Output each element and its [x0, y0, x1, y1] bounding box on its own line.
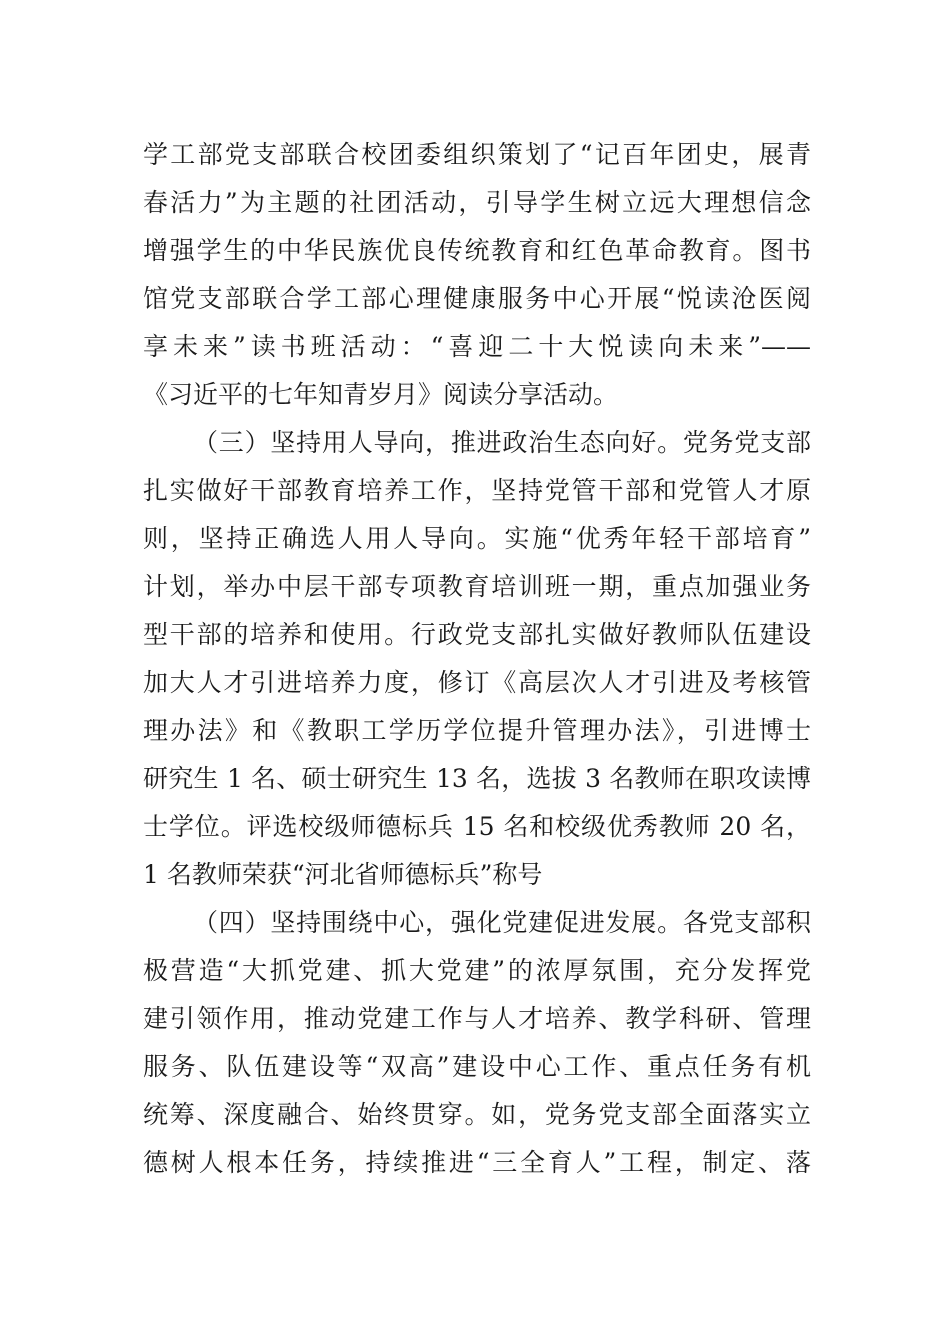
section-heading-line: （三）坚持用人导向，推进政治生态向好。党务党支部 — [193, 428, 811, 457]
text-line: 研究生 1 名、硕士研究生 13 名，选拔 3 名教师在职攻读博 — [143, 764, 811, 793]
text-line: 型干部的培养和使用。行政党支部扎实做好教师队伍建设 — [143, 620, 811, 649]
paragraph-1 — [143, 131, 811, 419]
text-line: 扎实做好干部教育培养工作，坚持党管干部和党管人才原 — [143, 476, 811, 505]
body-text — [143, 131, 811, 1187]
paragraph-3 — [143, 899, 811, 1187]
text-line: 春活力”为主题的社团活动，引导学生树立远大理想信念 — [143, 188, 811, 217]
text-line: 则，坚持正确选人用人导向。实施“优秀年轻干部培育” — [143, 524, 811, 553]
text-line: 1 名教师荣获“河北省师德标兵”称号 — [143, 860, 543, 889]
text-line: 《习近平的七年知青岁月》阅读分享活动。 — [143, 380, 619, 409]
text-line: 建引领作用，推动党建工作与人才培养、教学科研、管理 — [143, 1004, 811, 1033]
text-line: 极营造“大抓党建、抓大党建”的浓厚氛围，充分发挥党 — [143, 956, 811, 985]
text-line: 增强学生的中华民族优良传统教育和红色革命教育。图书 — [143, 236, 811, 265]
text-line: 加大人才引进培养力度，修订《高层次人才引进及考核管 — [143, 668, 811, 697]
text-line: 享未来”读书班活动：“喜迎二十大悦读向未来”—— — [143, 332, 811, 361]
text-line: 计划，举办中层干部专项教育培训班一期，重点加强业务 — [143, 572, 811, 601]
paragraph-2 — [143, 419, 811, 899]
text-line: 学工部党支部联合校团委组织策划了“记百年团史，展青 — [143, 140, 811, 169]
text-line: 德树人根本任务，持续推进“三全育人”工程，制定、落 — [143, 1148, 811, 1177]
text-line: 服务、队伍建设等“双高”建设中心工作、重点任务有机 — [143, 1052, 811, 1081]
section-heading-line: （四）坚持围绕中心，强化党建促进发展。各党支部积 — [193, 908, 811, 937]
text-line: 理办法》和《教职工学历学位提升管理办法》，引进博士 — [143, 716, 811, 745]
text-line: 馆党支部联合学工部心理健康服务中心开展“悦读沧医阅 — [143, 284, 811, 313]
text-line: 士学位。评选校级师德标兵 15 名和校级优秀教师 20 名， — [143, 812, 811, 841]
text-line: 统筹、深度融合、始终贯穿。如，党务党支部全面落实立 — [143, 1100, 811, 1129]
